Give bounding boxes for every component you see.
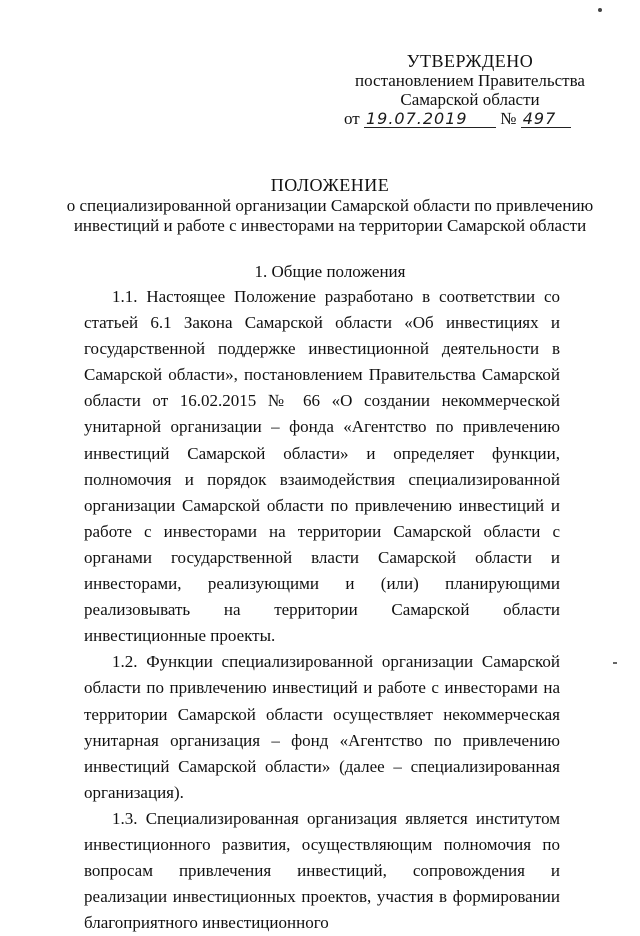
scan-dot [598, 8, 602, 12]
approval-line-2: Самарской области [400, 90, 540, 109]
section-title: 1. Общие положения [254, 262, 406, 281]
document-title: ПОЛОЖЕНИЕ [270, 175, 390, 195]
paragraph-1-3: 1.3. Специализированная организация является институтом инвестиционного развития, осуществляющим полномочия по вопросам привлечения инвестиций, сопровождения и реализации инвестиционных проектов, участия в формировании благоприятного инвестиционного [84, 808, 560, 933]
handwritten-number: 497 [521, 111, 571, 128]
paragraph-1-2: 1.2. Функции специализированной организации Самарской области по привлечению инвестиций и работе с инвесторами на территории Самарской области осуществляет некоммерческая унитарная организация – фонд «Агентство по привлечению инвестиций Самарской области» (далее – специализированная организация). [84, 652, 560, 802]
approval-line-1: постановлением Правительства [355, 71, 585, 90]
paragraph-1-1: 1.1. Настоящее Положение разработано в соответствии со статьей 6.1 Закона Самарской области «Об инвестициях и государственной поддержке инвестиционной деятельности в Самарской области», постановлением Правительства Самарской области от 16.02.2015 № 66 «О создании некоммерческой унитарной организации – фонда «Агентство по привлечению инвестиций Самарской области» и определяет функции, полномочия и порядок взаимодействия специализированной организации Самарской области по привлечению инвестиций и работе с инвесторами на территории Самарской области с органами государственной власти Самарской области и инвесторами, реализующими и (или) планирующими реализовывать на территории Самарской области инвестиционные проекты. [84, 287, 560, 646]
date-prefix: от [344, 109, 360, 128]
document-body [84, 284, 560, 936]
scan-mark [613, 662, 617, 664]
approval-title: УТВЕРЖДЕНО [406, 51, 534, 71]
document-heading [60, 175, 600, 236]
handwritten-date: 19.07.2019 [364, 111, 496, 128]
document-subtitle: о специализированной организации Самарской области по привлечению инвестиций и работе с инвесторами на территории Самарской области [66, 196, 594, 235]
approval-block [330, 52, 610, 128]
approval-date-line [330, 109, 610, 128]
number-prefix: № [500, 109, 517, 128]
